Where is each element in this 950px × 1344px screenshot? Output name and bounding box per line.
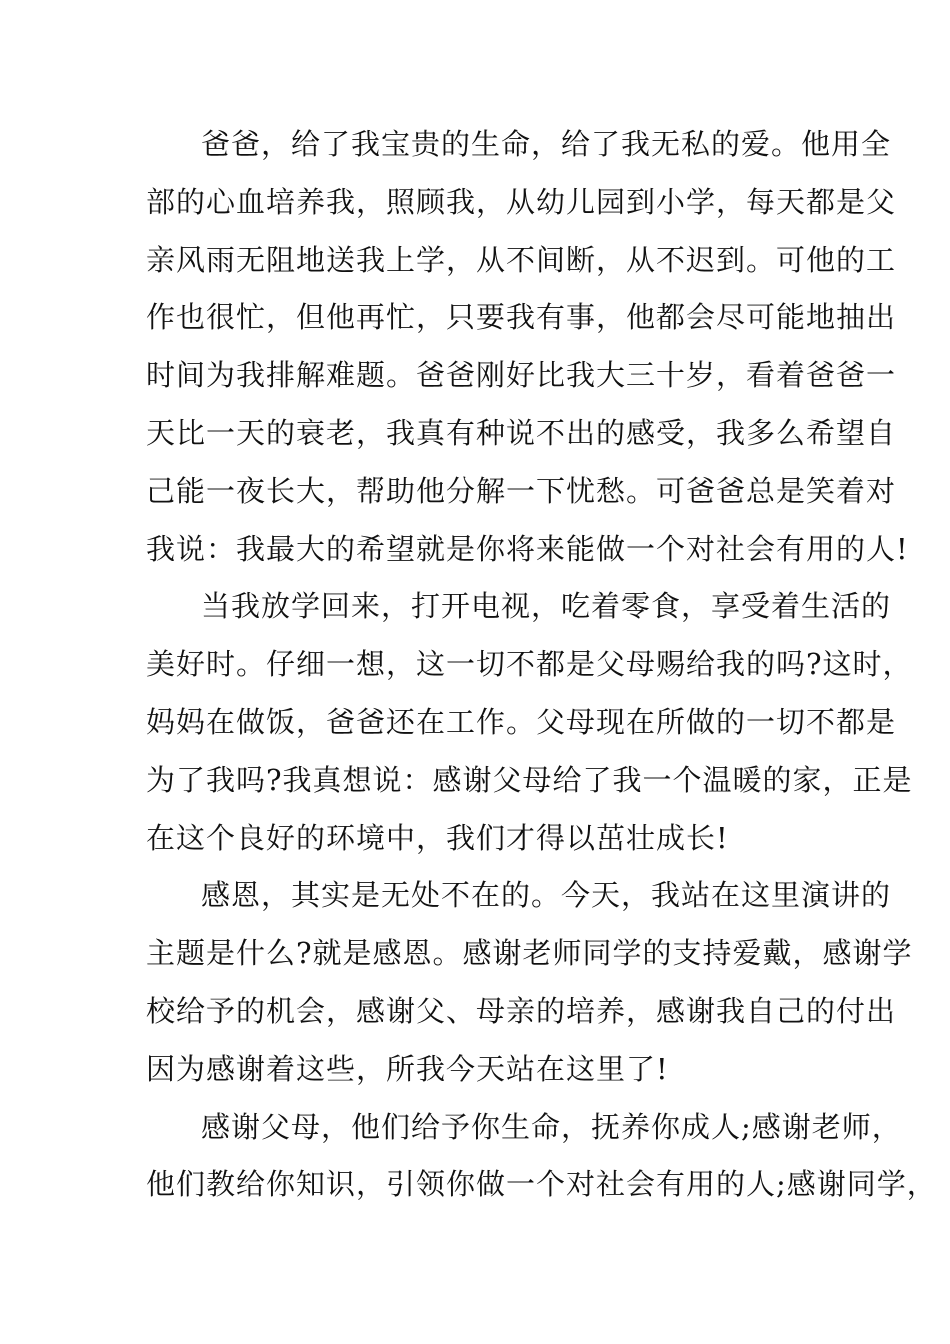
text-line: 作也很忙，但他再忙，只要我有事，他都会尽可能地抽出: [146, 300, 897, 335]
text-line: 天比一天的衰老，我真有种说不出的感受，我多么希望自: [146, 415, 897, 450]
text-line: 在这个良好的环境中，我们才得以茁壮成长!: [146, 820, 729, 855]
text-line: 亲风雨无阻地送我上学，从不间断，从不迟到。可他的工: [146, 242, 897, 277]
text-line: 我说：我最大的希望就是你将来能做一个对社会有用的人!: [146, 531, 909, 566]
body-text: [146, 116, 937, 1214]
text-line: 他们教给你知识，引领你做一个对社会有用的人;感谢同学，: [146, 1167, 937, 1202]
text-line: 因为感谢着这些，所我今天站在这里了!: [146, 1051, 669, 1086]
text-line: 感恩，其实是无处不在的。今天，我站在这里演讲的: [201, 878, 892, 913]
text-line: 己能一夜长大，帮助他分解一下忧愁。可爸爸总是笑着对: [146, 473, 897, 508]
text-line: 爸爸，给了我宝贵的生命，给了我无私的爱。他用全: [201, 127, 892, 161]
text-line: 美好时。仔细一想，这一切不都是父母赐给我的吗?这时，: [146, 647, 913, 682]
text-line: 妈妈在做饭，爸爸还在工作。父母现在所做的一切不都是: [146, 704, 897, 739]
text-line: 主题是什么?就是感恩。感谢老师同学的支持爱戴，感谢学: [146, 936, 913, 971]
text-line: 为了我吗?我真想说：感谢父母给了我一个温暖的家，正是: [146, 762, 913, 797]
text-line: 感谢父母，他们给予你生命，抚养你成人;感谢老师，: [201, 1109, 902, 1144]
text-line: 校给予的机会，感谢父、母亲的培养，感谢我自己的付出: [146, 993, 897, 1028]
text-line: 时间为我排解难题。爸爸刚好比我大三十岁，看着爸爸一: [146, 358, 897, 393]
text-line: 当我放学回来，打开电视，吃着零食，享受着生活的: [201, 589, 892, 624]
text-line: 部的心血培养我，照顾我，从幼儿园到小学，每天都是父: [146, 184, 897, 219]
